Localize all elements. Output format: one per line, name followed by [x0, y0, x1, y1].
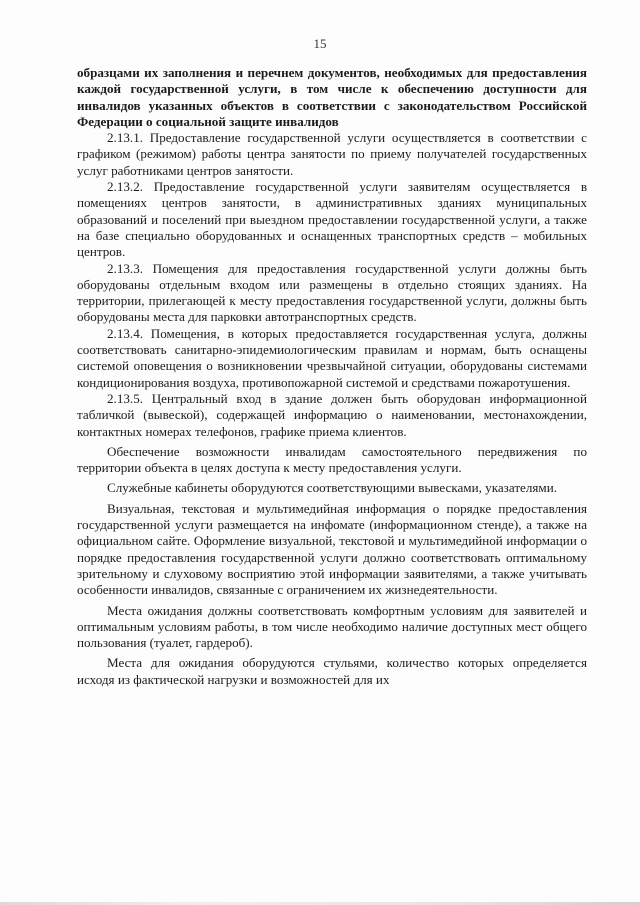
paragraph-2-13-1: 2.13.1. Предоставление государственной услуги осуществляется в соответствии с графиком (режимом) работы центра занятости по приему получателей государственных услуг работниками центров занятости.: [77, 130, 587, 178]
paragraph-2-13-2: 2.13.2. Предоставление государственной услуги заявителям осуществляется в помещениях центров занятости, в административных зданиях муниципальных образований и поселений при выездном предоставлении государственной услуги, а также на базе специально оборудованных и оснащенных транспортных средств – мобильных центров.: [77, 179, 587, 260]
paragraph-2-13-5: 2.13.5. Центральный вход в здание должен быть оборудован информационной табличкой (вывеской), содержащей информацию о наименовании, местонахождении, контактных номерах телефонов, графике приема клиентов.: [77, 390, 587, 439]
paragraph-accessibility: Обеспечение возможности инвалидам самостоятельного передвижения по территории объекта в целях доступа к месту предоставления услуги.: [77, 443, 587, 476]
section-heading: образцами их заполнения и перечнем документов, необходимых для предоставления каждой государственной услуги, в том числе к обеспечению доступности для инвалидов указанных объектов в соответствии с законодательством Российской Федерации о социальной защите инвалидов: [77, 65, 587, 129]
paragraph-waiting-areas: Места ожидания должны соответствовать комфортным условиям для заявителей и оптимальным условиям работы, в том числе необходимо наличие доступных мест общего пользования (туалет, гардероб).: [77, 602, 587, 651]
page-number: 15: [313, 36, 327, 51]
paragraph-visual-information: Визуальная, текстовая и мультимедийная информация о порядке предоставления государственной услуги размещается на инфомате (информационном стенде), а также на официальном сайте. Оформление визуальной, текстовой и мультимедийной информации о порядке предоставления государственной услуги должно соответствовать оптимальному зрительному и слуховому восприятию этой информации заявителями, а также учитывать особенности инвалидов, связанные с ограничением их жизнедеятельности.: [77, 500, 587, 598]
paragraph-waiting-seats: Места для ожидания оборудуются стульями, количество которых определяется исходя из фактической нагрузки и возможностей для их: [77, 655, 587, 687]
paragraph-office-signs: Служебные кабинеты оборудуются соответствующими вывесками, указателями.: [107, 480, 557, 496]
paragraph-2-13-3: 2.13.3. Помещения для предоставления государственной услуги должны быть оборудованы отдельным входом или размещены в отдельно стоящих зданиях. На территории, прилегающей к месту предоставления государственной услуги, должны быть оборудованы места для парковки автотранспортных средств.: [77, 260, 587, 325]
paragraph-2-13-4: 2.13.4. Помещения, в которых предоставляется государственная услуга, должны соответствовать санитарно-эпидемиологическим правилам и нормам, быть оснащены системой оповещения о возникновении чрезвычайной ситуации, оборудованы системами кондиционирования воздуха, противопожарной системой и средствами пожаротушения.: [77, 325, 587, 390]
document-body: [77, 65, 587, 688]
